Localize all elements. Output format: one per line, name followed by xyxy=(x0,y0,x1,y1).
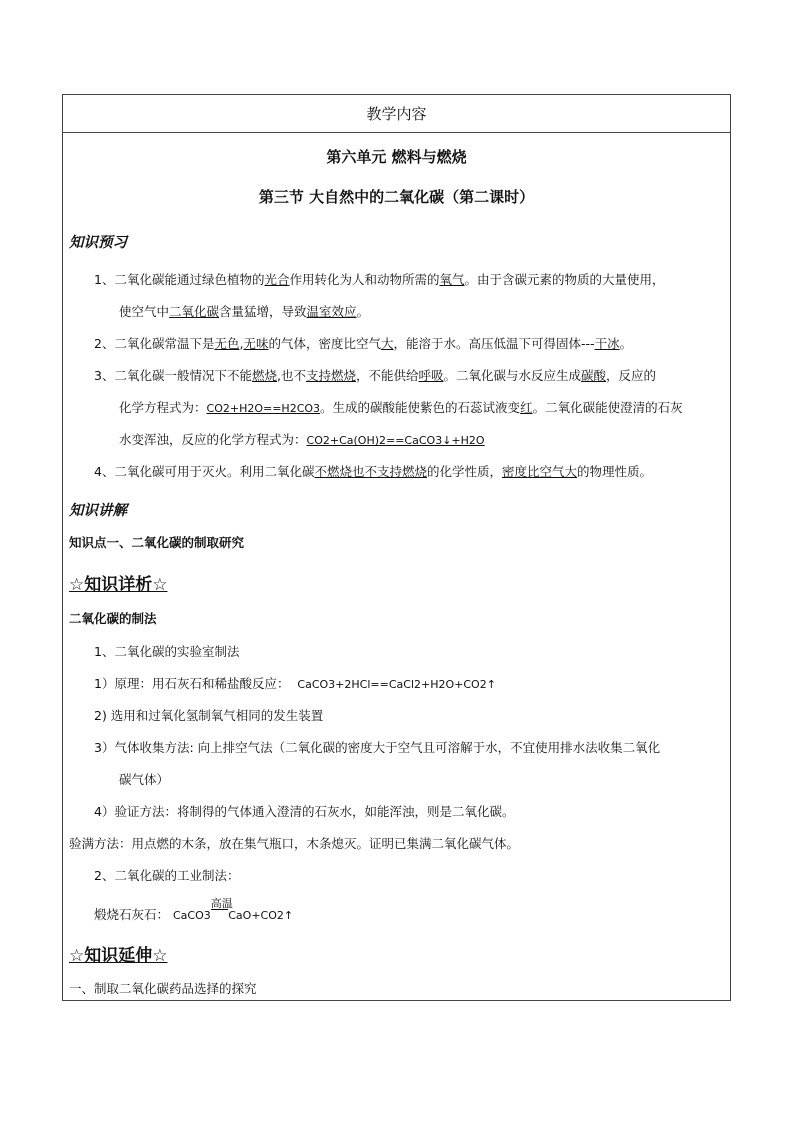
section-title: 第三节 大自然中的二氧化碳（第二课时） xyxy=(258,188,535,206)
equation-limewater: CO2+Ca(OH)2==CaCO3↓+H2O xyxy=(306,434,485,447)
method-heading: 二氧化碳的制法 xyxy=(69,611,157,626)
extension-item-1: 一、制取二氧化碳药品选择的探究 xyxy=(69,981,257,996)
preview-heading: 知识预习 xyxy=(69,234,127,251)
reaction-condition: 高温 xyxy=(210,897,233,910)
step-4: 4）验证方法：将制得的气体通入澄清的石灰水，如能浑浊，则是二氧化碳。 xyxy=(94,804,515,819)
lecture-heading: 知识讲解 xyxy=(69,502,127,519)
analysis-heading: ☆知识详析☆ xyxy=(69,575,168,595)
table-header xyxy=(63,95,730,133)
preview-item-1-line-2: 使空气中二氧化碳含量猛增，导致温室效应。 xyxy=(119,304,370,319)
step-3-line-2: 碳气体） xyxy=(119,772,170,787)
preview-item-2: 2、二氧化碳常温下是无色,无味的气体，密度比空气大，能溶于水。高压低温下可得固体---干冰。 xyxy=(94,336,633,351)
unit-title: 第六单元 燃料与燃烧 xyxy=(326,148,467,166)
equation-carbonic-acid: CO2+H2O==H2CO3 xyxy=(206,402,321,415)
industrial-title: 2、二氧化碳的工业制法： xyxy=(94,868,240,883)
industrial-equation: 煅烧石灰石： CaCO3 高温 CaO+CO2↑ xyxy=(94,897,294,922)
full-check: 验满方法：用点燃的木条，放在集气瓶口，木条熄灭。证明已集满二氧化碳气体。 xyxy=(69,836,520,851)
lesson-table xyxy=(62,94,731,1001)
lab-method-title: 1、二氧化碳的实验室制法 xyxy=(94,644,240,659)
preview-item-3-line-2: 化学方程式为：CO2+H2O==H2CO3。生成的碳酸能使紫色的石蕊试液变红。二氧化碳能使澄清的石灰 xyxy=(119,400,683,415)
preview-item-3-line-1: 3、二氧化碳一般情况下不能燃烧,也不支持燃烧，不能供给呼吸。二氧化碳与水反应生成碳酸，反应的 xyxy=(94,368,657,383)
step-1: 1）原理：用石灰石和稀盐酸反应： CaCO3+2HCl==CaCl2+H2O+CO2↑ xyxy=(94,676,496,691)
knowledge-point-1: 知识点一、二氧化碳的制取研究 xyxy=(69,535,245,550)
preview-item-3-line-3: 水变浑浊，反应的化学方程式为：CO2+Ca(OH)2==CaCO3↓+H2O xyxy=(119,432,485,447)
equation-lab: CaCO3+2HCl==CaCl2+H2O+CO2↑ xyxy=(297,678,496,691)
preview-item-4: 4、二氧化碳可用于灭火。利用二氧化碳不燃烧也不支持燃烧的化学性质，密度比空气大的物理性质。 xyxy=(94,464,653,479)
header-title: 教学内容 xyxy=(366,105,427,123)
step-3-line-1: 3）气体收集方法: 向上排空气法（二氧化碳的密度大于空气且可溶解于水，不宜使用排水法收集二氧化 xyxy=(94,740,661,755)
extension-heading: ☆知识延伸☆ xyxy=(69,946,168,966)
step-2: 2) 选用和过氧化氢制氧气相同的发生装置 xyxy=(94,708,324,723)
preview-item-1-line-1: 1、二氧化碳能通过绿色植物的光合作用转化为人和动物所需的氧气。由于含碳元素的物质的大量使用， xyxy=(94,272,665,287)
